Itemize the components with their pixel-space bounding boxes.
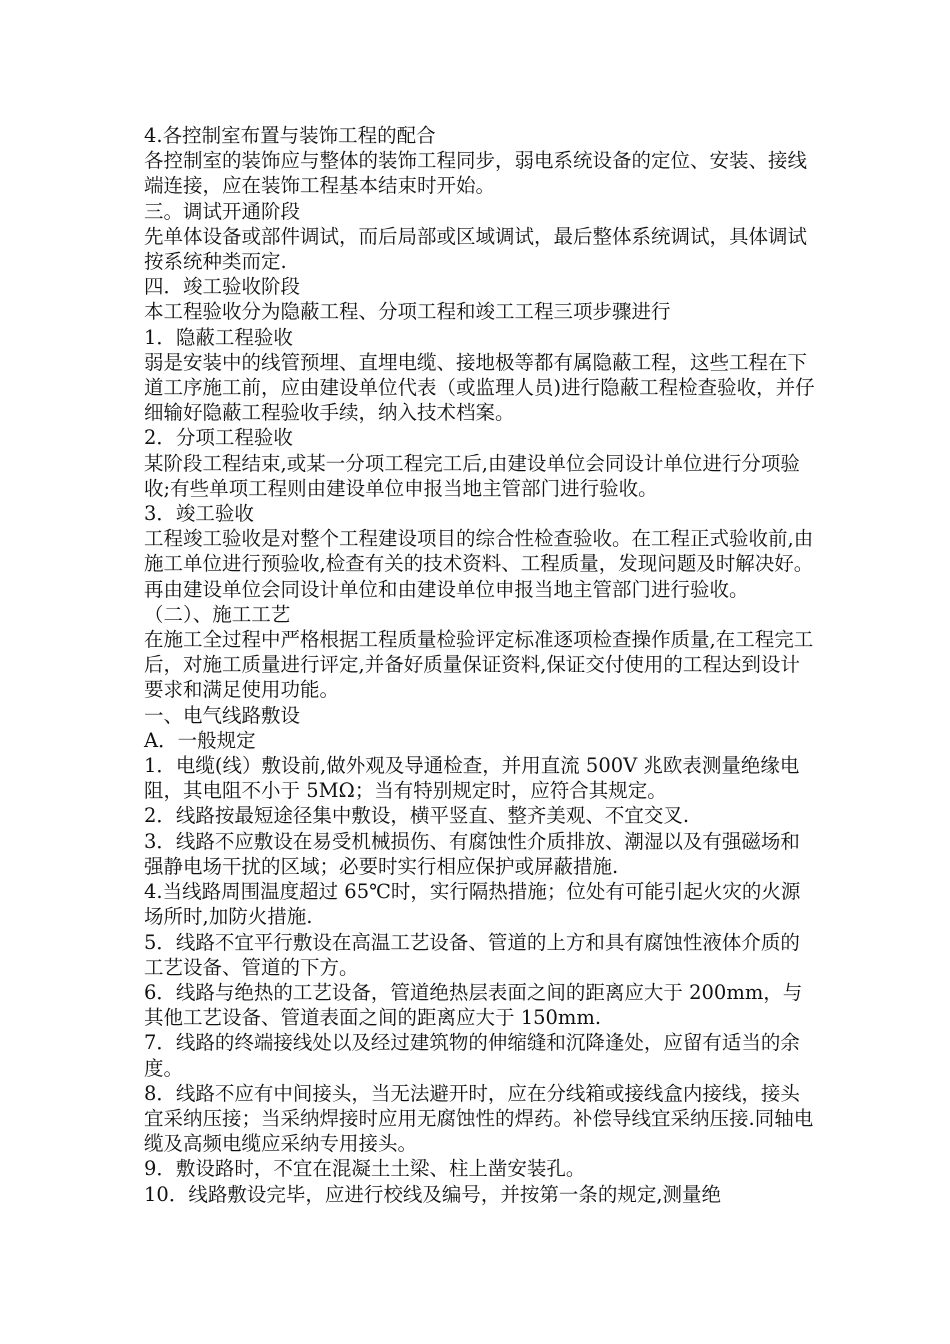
section-heading-acceptance: 四．竣工验收阶段 [144,275,301,299]
paragraph-sub-item: 某阶段工程结束,或某一分项工程完工后,由建设单位会同设计单位进行分项验收;有些单项工程则由建设单位申报当地主管部门进行验收。 [144,451,800,500]
document-body [144,123,819,1207]
list-item-1: 1．电缆(线）敷设前,做外观及导通检查，并用直流 500V 兆欧表测量绝缘电阻，其电阻不小于 5MΩ；当有特别规定时，应符合其规定。 [144,754,800,803]
list-item-4: 4.当线路周围温度超过 65℃时，实行隔热措施；位处有可能引起火灾的火源场所时,加防火措施. [144,880,801,929]
subheading-hidden-works: 1．隐蔽工程验收 [144,325,293,349]
paragraph-hidden-works: 弱是安装中的线管预埋、直埋电缆、接地极等都有属隐蔽工程，这些工程在下道工序施工前，应由建设单位代表（或监理人员)进行隐蔽工程检查验收，并仔细输好隐蔽工程验收手续，纳入技术档案。 [144,350,815,425]
section-heading-control-room: 4.各控制室布置与装饰工程的配合 [144,124,436,147]
list-item-6: 6．线路与绝热的工艺设备，管道绝热层表面之间的距离应大于 200mm，与其他工艺设备、管道表面之间的距离应大于 150mm. [144,980,803,1030]
section-heading-process: （二）、施工工艺 [144,602,291,626]
list-item-5: 5．线路不宜平行敷设在高温工艺设备、管道的上方和具有腐蚀性液体介质的工艺设备、管道的下方。 [144,930,800,979]
list-item-7: 7．线路的终端接线处以及经过建筑物的伸缩缝和沉降逢处，应留有适当的余度。 [144,1031,800,1080]
subheading-sub-item: 2．分项工程验收 [144,426,293,450]
list-item-8: 8．线路不应有中间接头，当无法避开时，应在分线箱或接线盒内接线，接头宜采纳压接；当采纳焊接时应用无腐蚀性的焊药。补偿导线宜采纳压接.同轴电缆及高频电缆应采纳专用接头。 [144,1081,814,1156]
subheading-general-rules: A．一般规定 [144,728,256,752]
list-item-3: 3．线路不应敷设在易受机械损伤、有腐蚀性介质排放、潮湿以及有强磁场和强静电场干扰的区域；必要时实行相应保护或屏蔽措施. [144,829,800,878]
paragraph-acceptance-intro: 本工程验收分为隐蔽工程、分项工程和竣工工程三项步骤进行 [144,300,671,324]
section-heading-wiring: 一、电气线路敷设 [144,703,301,727]
paragraph-control-room: 各控制室的装饰应与整体的装饰工程同步，弱电系统设备的定位、安装、接线端连接，应在装饰工程基本结束时开始。 [144,149,808,198]
list-item-10: 10．线路敷设完毕，应进行校线及编号，并按第一条的规定,测量绝 [144,1182,722,1206]
paragraph-completion: 工程竣工验收是对整个工程建设项目的综合性检查验收。在工程正式验收前,由施工单位进行预验收,检查有关的技术资料、工程质量，发现问题及时解决好。再由建设单位会同设计单位和由建设单位申报当地主管部门进行验收。 [144,527,814,601]
list-item-9: 9．敷设路时，不宜在混凝土土梁、柱上凿安装孔。 [144,1157,586,1181]
paragraph-debugging: 先单体设备或部件调试，而后局部或区域调试，最后整体系统调试，具体调试按系统种类而定. [144,224,808,274]
subheading-completion: 3．竣工验收 [144,502,254,526]
paragraph-process: 在施工全过程中严格根据工程质量检验评定标准逐项检查操作质量,在工程完工后，对施工质量进行评定,并备好质量保证资料,保证交付使用的工程达到设计要求和满足使用功能。 [144,628,814,702]
list-item-2: 2．线路按最短途径集中敷设，横平竖直、整齐美观、不宜交叉. [144,804,690,828]
section-heading-debugging: 三。调试开通阶段 [144,199,301,223]
